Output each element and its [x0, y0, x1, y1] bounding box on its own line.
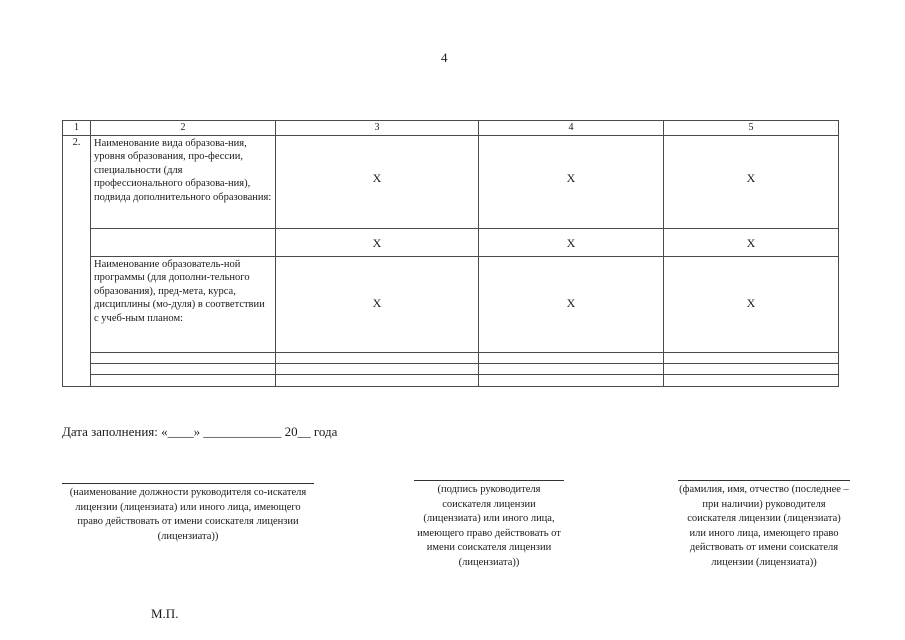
mark-cell: Х	[664, 256, 839, 352]
empty-cell	[479, 374, 664, 386]
mark-cell: Х	[479, 228, 664, 256]
full-name-signature-line	[678, 480, 850, 481]
mark-cell: Х	[276, 135, 479, 228]
mark-cell: Х	[276, 228, 479, 256]
empty-cell	[479, 363, 664, 374]
mark-cell: Х	[664, 135, 839, 228]
empty-cell	[664, 374, 839, 386]
empty-cell	[664, 363, 839, 374]
empty-cell	[91, 228, 276, 256]
column-header-2: 2	[91, 121, 276, 136]
education-type-label: Наименование вида образова-ния, уровня образования, про-фессии, специальности (для профессионального образова-ния), подвида дополнительного образования:	[91, 135, 276, 228]
column-header-3: 3	[276, 121, 479, 136]
table-row	[63, 135, 839, 228]
mark-cell: Х	[664, 228, 839, 256]
stamp-place-label: М.П.	[151, 606, 179, 621]
signature-line	[414, 480, 564, 481]
page-number: 4	[441, 50, 448, 65]
header-row	[63, 121, 839, 136]
table-row	[63, 352, 839, 363]
empty-cell	[479, 352, 664, 363]
empty-cell	[91, 374, 276, 386]
empty-cell	[276, 374, 479, 386]
empty-cell	[276, 352, 479, 363]
column-header-5: 5	[664, 121, 839, 136]
table-row	[63, 256, 839, 352]
empty-cell	[91, 352, 276, 363]
signature-caption: (подпись руководителя соискателя лицензии (лицензиата) или иного лица, имеющего право действовать от имени соискателя лицензии (лицензиата))	[417, 484, 561, 568]
position-signature-line	[62, 483, 314, 484]
table-row	[63, 374, 839, 386]
empty-cell	[91, 363, 276, 374]
position-caption: (наименование должности руководителя со-искателя лицензии (лицензиата) или иного лица, имеющего право действовать от имени соискателя лицензии (лицензиата))	[69, 487, 307, 542]
mark-cell: Х	[479, 135, 664, 228]
column-header-1: 1	[63, 121, 91, 136]
table-row	[63, 363, 839, 374]
mark-cell: Х	[479, 256, 664, 352]
empty-cell	[664, 352, 839, 363]
empty-cell	[276, 363, 479, 374]
mark-cell: Х	[276, 256, 479, 352]
table-row	[63, 228, 839, 256]
column-header-4: 4	[479, 121, 664, 136]
row-number: 2.	[63, 135, 91, 386]
fill-date-line: Дата заполнения: «____» ____________ 20__ года	[62, 424, 338, 439]
license-form-table	[62, 120, 839, 387]
full-name-caption: (фамилия, имя, отчество (последнее – при наличии) руководителя соискателя лицензии (лицензиата) или иного лица, имеющего право действовать от имени соискателя лицензии (лицензиата))	[679, 484, 849, 568]
program-label: Наименование образователь-ной программы (для дополни-тельного образования), пред-мета, курса, дисциплины (мо-дуля) в соответствии с учеб-ным планом:	[91, 256, 276, 352]
